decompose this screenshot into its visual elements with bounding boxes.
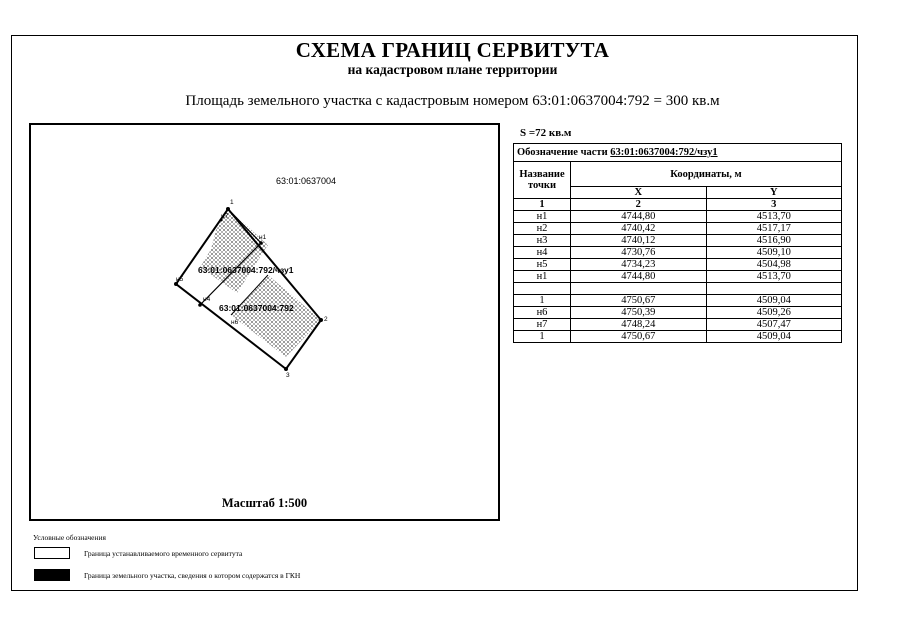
table-row [514,295,842,307]
legend-heading: Условные обозначения [33,533,106,542]
legend-text-servitude: Граница устанавливаемого временного сервитута [84,549,243,558]
point-name-cell: н1 [514,211,571,223]
map-drawing [31,125,498,519]
point-label-n4: н4 [203,296,211,303]
part-number: 63:01:0637004:792/чзу1 [610,147,718,158]
legend-swatch-servitude [34,547,70,559]
point-name-cell: н7 [514,319,571,331]
col-num-2: 2 [571,199,707,211]
col-y: Y [706,187,842,199]
table-row [514,223,842,235]
x-cell: 4730,76 [571,247,707,259]
block-number-label: 63:01:0637004 [276,176,337,186]
servitude-area-label: S =72 кв.м [520,127,572,139]
point-name-cell: 1 [514,295,571,307]
point-label-2: 2 [324,316,328,323]
point-name-cell [514,283,571,295]
point-label-3: 3 [286,372,290,379]
table-row [514,235,842,247]
y-cell: 4507,47 [706,319,842,331]
table-row [514,319,842,331]
y-cell: 4517,17 [706,223,842,235]
table-row [514,211,842,223]
parcel-number-label: 63:01:0637004:792 [219,303,294,313]
y-cell: 4509,26 [706,307,842,319]
table-row [514,271,842,283]
point-name-cell: 1 [514,331,571,343]
col-num-3: 3 [706,199,842,211]
document-subtitle: на кадастровом плане территории [347,62,558,77]
col-num-1: 1 [514,199,571,211]
point-label-n7: н7 [221,213,229,220]
y-cell: 4509,04 [706,331,842,343]
table-row [514,331,842,343]
table-row [514,247,842,259]
point-name-cell: н6 [514,307,571,319]
column-numbers-row [514,199,842,211]
servitude-part-label: 63:01:0637004:792/чзу1 [198,265,294,275]
servitude-area [200,209,268,293]
legend-text-parcel: Граница земельного участка, сведения о котором содержатся в ГКН [84,571,301,580]
cadastral-map [29,123,500,521]
map-scale: Масштаб 1:500 [221,496,308,510]
x-cell: 4744,80 [571,211,707,223]
legend-swatch-parcel [34,569,70,581]
document-title: СХЕМА ГРАНИЦ СЕРВИТУТА [295,38,610,62]
part-prefix: Обозначение части [517,147,611,158]
x-cell: 4750,39 [571,307,707,319]
x-cell [571,283,707,295]
col-coordinates: Координаты, м [571,162,842,187]
point-label-n5: н5 [176,276,184,283]
point-name-cell: н3 [514,235,571,247]
coordinate-rows [514,211,842,343]
table-row [514,307,842,319]
table-row [514,283,842,295]
y-cell [706,283,842,295]
point-label-n6: н6 [231,319,239,326]
col-point-name: Название точки [514,162,571,199]
coordinates-table [513,143,842,343]
point-label-1: 1 [230,199,234,206]
table-row [514,259,842,271]
part-designation-row [514,144,842,162]
x-cell: 4740,12 [571,235,707,247]
point-name-cell: н2 [514,223,571,235]
col-x: X [571,187,707,199]
point-name-cell: н5 [514,259,571,271]
point-label-n1: н1 [259,234,267,241]
x-cell: 4750,67 [571,331,707,343]
parcel-boundary [176,209,321,369]
part-designation-cell [514,144,842,162]
x-cell: 4748,24 [571,319,707,331]
parcel-area-line: Площадь земельного участка с кадастровым номером 63:01:0637004:792 = 300 кв.м [185,93,720,109]
y-cell: 4504,98 [706,259,842,271]
point-name-cell: н4 [514,247,571,259]
x-cell: 4744,80 [571,271,707,283]
y-cell: 4513,70 [706,271,842,283]
x-cell: 4734,23 [571,259,707,271]
y-cell: 4516,90 [706,235,842,247]
y-cell: 4513,70 [706,211,842,223]
x-cell: 4750,67 [571,295,707,307]
parcel-hatched-area [231,275,321,357]
y-cell: 4509,10 [706,247,842,259]
y-cell: 4509,04 [706,295,842,307]
x-cell: 4740,42 [571,223,707,235]
point-name-cell: н1 [514,271,571,283]
